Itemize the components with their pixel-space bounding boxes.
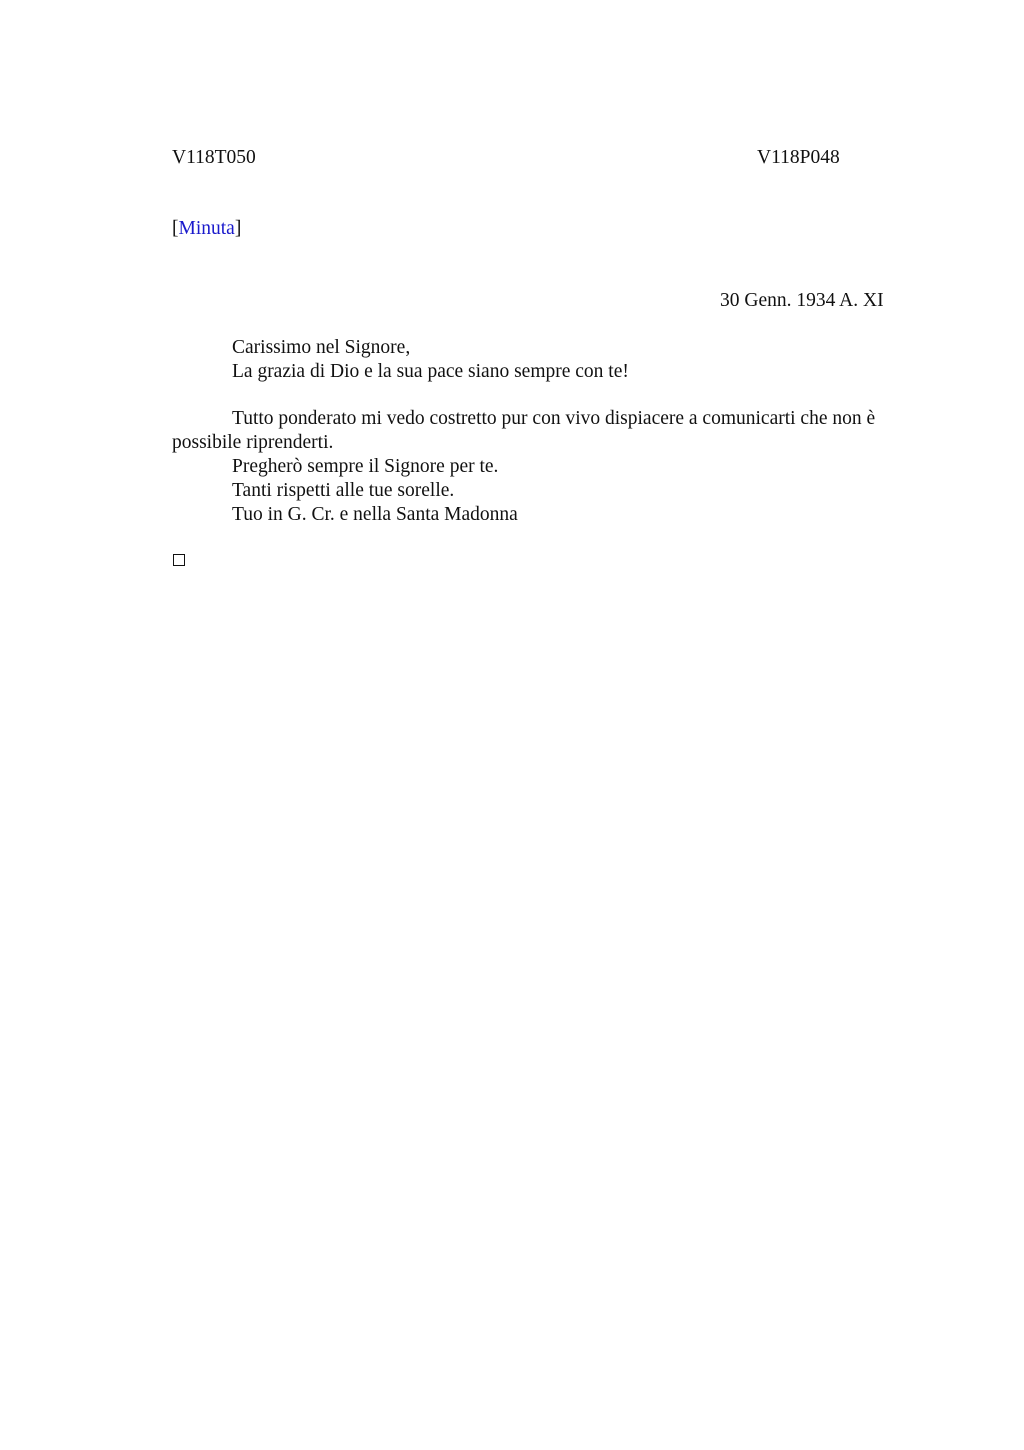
regards-line: Tanti rispetti alle tue sorelle.: [232, 480, 455, 501]
closing-line: Tuo in G. Cr. e nella Santa Madonna: [232, 504, 518, 525]
salutation: Carissimo nel Signore,: [232, 337, 411, 358]
minuta-close-bracket: ]: [234, 218, 242, 239]
document-code-right: V118P048: [757, 147, 840, 168]
minuta-label: [172, 217, 241, 241]
body-paragraph: Tutto ponderato mi vedo costretto pur con vivo dispiacere a comunicarti che non è possibile riprenderti.: [172, 408, 876, 453]
greeting: La grazia di Dio e la sua pace siano sempre con te!: [232, 361, 629, 382]
square-outline-icon: [173, 554, 185, 566]
prayer-line: Pregherò sempre il Signore per te.: [232, 456, 499, 477]
letter-opening: [172, 336, 932, 384]
letter-body: [172, 407, 932, 527]
minuta-open-bracket: [: [172, 218, 179, 239]
letter-date: 30 Genn. 1934 A. XI: [720, 290, 884, 311]
document-code-left: V118T050: [172, 147, 256, 168]
minuta-link[interactable]: Minuta: [178, 218, 235, 239]
